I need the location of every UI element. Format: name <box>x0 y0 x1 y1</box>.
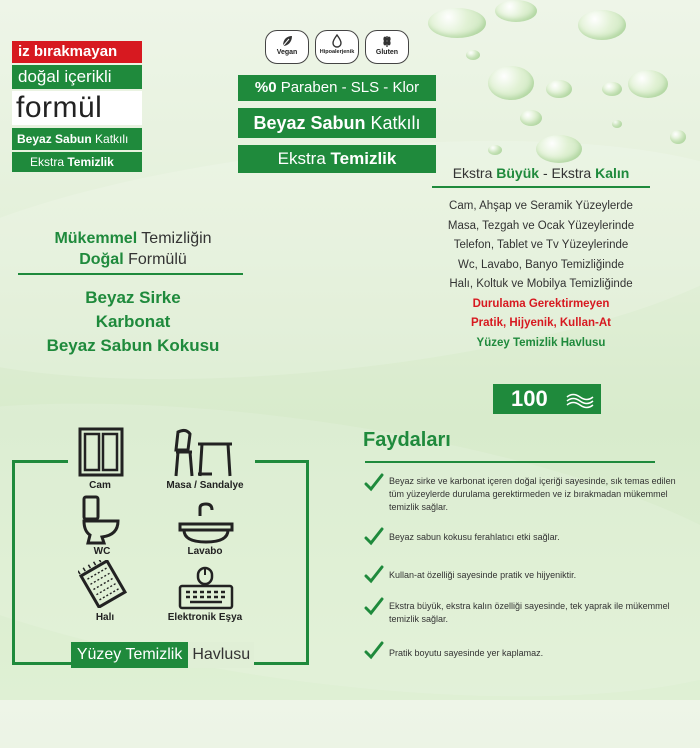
check-icon <box>364 473 384 493</box>
check-icon <box>364 597 384 617</box>
frame-edge <box>12 460 68 463</box>
usage-item: Telefon, Tablet ve Tv Yüzeylerinde <box>453 239 629 251</box>
droplet <box>488 145 502 155</box>
table-chair-icon <box>172 428 234 478</box>
frame-edge <box>255 460 309 463</box>
droplet <box>602 82 622 96</box>
ingredient-item: Beyaz Sabun Kokusu <box>46 336 220 355</box>
badge-no-residue: iz bırakmayan <box>12 41 142 63</box>
droplet <box>488 66 534 100</box>
cert-label: Vegan <box>276 49 298 56</box>
surface-label: Halı <box>95 612 115 623</box>
droplet <box>428 8 486 38</box>
keyboard-mouse-icon <box>178 566 234 610</box>
usage-item: Masa, Tezgah ve Ocak Yüzeylerinde <box>447 219 635 232</box>
droplet <box>520 110 542 126</box>
product-name-text: Yüzey Temizlik Havlusu <box>476 336 606 349</box>
leaf-icon <box>280 34 294 48</box>
count-value: 100 <box>511 386 548 411</box>
usage-item: Wc, Lavabo, Banyo Temizliğinde <box>458 258 624 271</box>
sink-icon <box>178 502 234 544</box>
surface-label: Masa / Sandalye <box>166 480 244 491</box>
window-icon <box>78 427 124 477</box>
divider <box>365 461 655 463</box>
product-type-label: Yüzey Temizlik Havlusu <box>40 642 285 670</box>
ingredient-item: Karbonat <box>95 312 171 331</box>
surface-label: Cam <box>89 480 111 491</box>
check-icon <box>364 527 384 547</box>
wheat-icon <box>380 34 394 48</box>
droplet <box>578 10 626 40</box>
size-heading: Ekstra Büyük - Ekstra Kalın <box>452 165 630 181</box>
surface-label: WC <box>93 546 111 557</box>
gluten-free-cert <box>365 30 409 64</box>
droplet <box>495 0 537 22</box>
ingredient-list <box>18 286 248 358</box>
white-soap-banner: Beyaz Sabun Katkılı <box>238 108 436 138</box>
drop-icon <box>330 34 344 48</box>
usage-list <box>430 197 652 353</box>
usage-item: Halı, Koltuk ve Mobilya Temizliğinde <box>449 278 633 290</box>
droplet <box>670 130 686 144</box>
check-icon <box>364 641 384 661</box>
usage-item: Cam, Ahşap ve Seramik Yüzeylerde <box>449 200 633 212</box>
hypoallergenic-cert <box>315 30 359 64</box>
droplet <box>546 80 572 98</box>
droplet <box>628 70 668 98</box>
badge-white-soap: Beyaz Sabun Katkılı <box>12 128 142 150</box>
badge-formula: formül <box>12 91 142 125</box>
check-icon <box>364 565 384 585</box>
practical-text: Pratik, Hijyenik, Kullan-At <box>471 317 611 329</box>
cert-label: Gluten <box>375 49 399 56</box>
droplet <box>536 135 582 163</box>
droplet <box>466 50 480 60</box>
benefits-title: Faydaları <box>363 429 451 451</box>
extra-clean-banner: Ekstra Temizlik <box>238 145 436 173</box>
wipes-stack-icon <box>565 389 595 409</box>
ingredient-item: Beyaz Sirke <box>85 288 181 307</box>
no-rinse-text: Durulama Gerektirmeyen <box>472 297 610 310</box>
paraben-free-banner: %0 Paraben - SLS - Klor <box>238 75 436 101</box>
natural-formula-heading: Mükemmel Temizliğin Doğal Formülü <box>54 230 212 268</box>
count-badge <box>493 384 601 414</box>
droplet <box>612 120 622 128</box>
toilet-icon <box>80 495 122 545</box>
divider <box>18 273 243 275</box>
cert-label: Hipoalerjenik <box>319 49 355 55</box>
badge-extra-clean: Ekstra Temizlik <box>12 152 142 172</box>
badge-natural: doğal içerikli <box>12 65 142 89</box>
rug-icon <box>78 560 128 608</box>
surface-label: Elektronik Eşya <box>167 612 243 623</box>
divider <box>432 186 650 188</box>
surface-label: Lavabo <box>187 546 223 557</box>
vegan-cert <box>265 30 309 64</box>
